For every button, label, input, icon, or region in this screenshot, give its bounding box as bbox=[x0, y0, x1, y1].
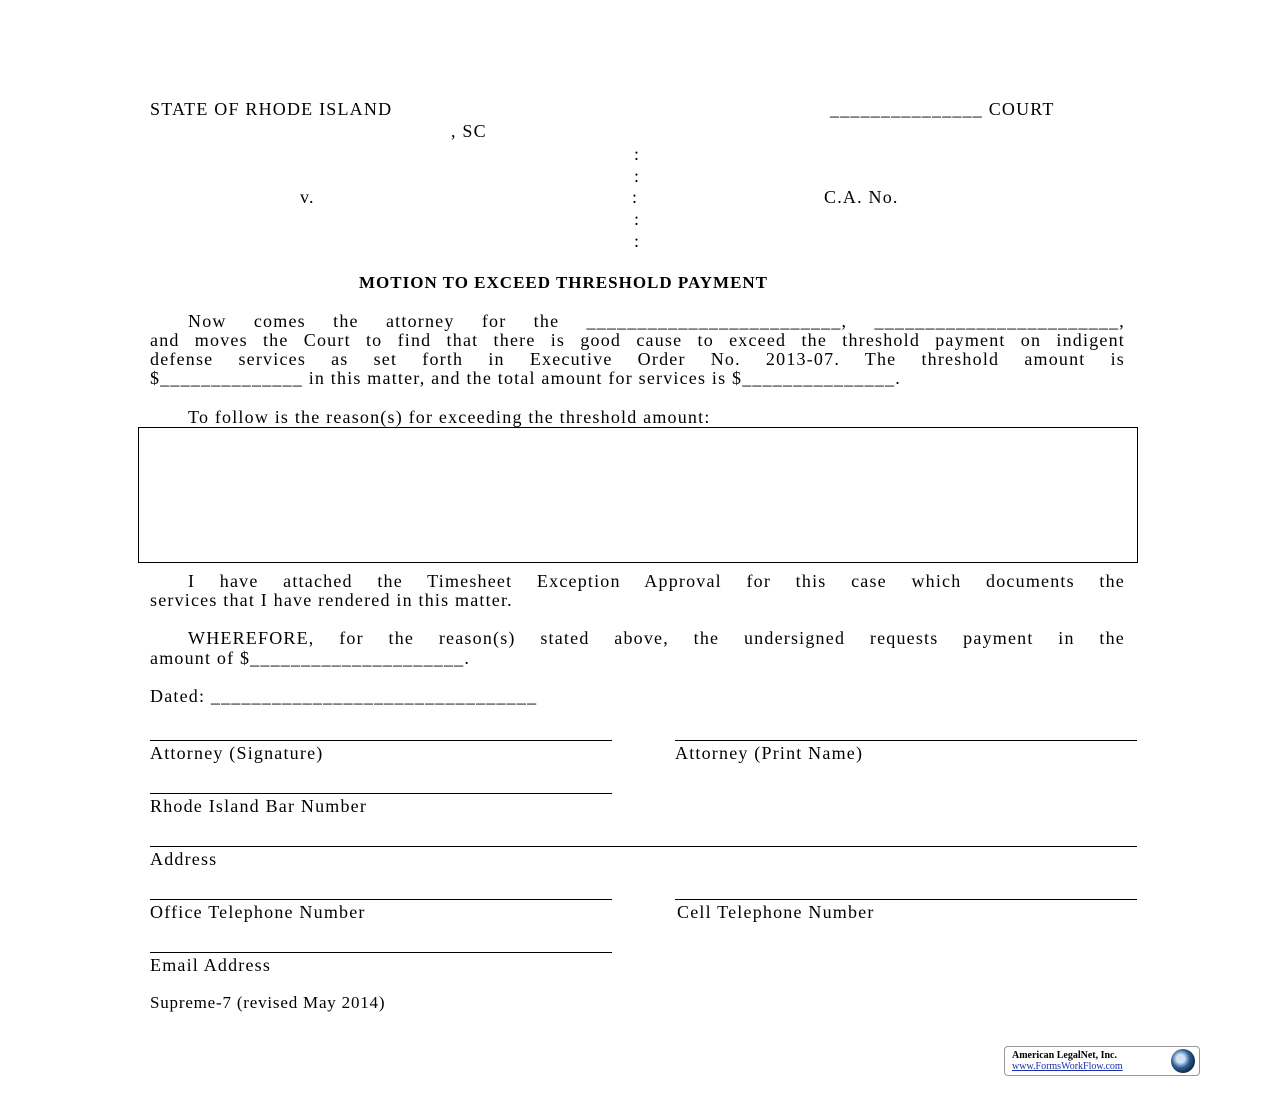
versus: v. bbox=[300, 187, 315, 207]
para2-line: services that I have rendered in this matter. bbox=[150, 590, 513, 610]
state-heading: STATE OF RHODE ISLAND bbox=[150, 99, 393, 119]
county-sc: , SC bbox=[451, 121, 487, 141]
caption-colon: : bbox=[634, 231, 641, 251]
dated-field[interactable]: Dated: ________________________________ bbox=[150, 686, 538, 706]
caption-colon: : bbox=[634, 209, 641, 229]
para1-line: Now comes the attorney for the _________________________, ________________________, bbox=[188, 311, 1125, 331]
attorney-print-line[interactable] bbox=[675, 740, 1137, 741]
office-phone-label: Office Telephone Number bbox=[150, 902, 366, 922]
logo-name: American LegalNet, Inc. bbox=[1012, 1050, 1117, 1061]
cell-phone-label: Cell Telephone Number bbox=[677, 902, 875, 922]
caption-colon: : bbox=[634, 166, 641, 186]
logo-link[interactable]: www.FormsWorkFlow.com bbox=[1012, 1061, 1123, 1072]
form-footer: Supreme-7 (revised May 2014) bbox=[150, 993, 386, 1012]
attorney-signature-line[interactable] bbox=[150, 740, 612, 741]
para3-line: WHEREFORE, for the reason(s) stated above, the undersigned requests payment in the bbox=[188, 628, 1125, 648]
court-field[interactable]: _______________ COURT bbox=[830, 99, 1055, 119]
bar-number-line[interactable] bbox=[150, 793, 612, 794]
globe-icon bbox=[1171, 1049, 1195, 1073]
reason-intro: To follow is the reason(s) for exceeding the threshold amount: bbox=[188, 407, 711, 427]
para1-line: defense services as set forth in Executive Order No. 2013-07. The threshold amount is bbox=[150, 349, 1125, 369]
caption-colon: : bbox=[634, 144, 641, 164]
bar-number-label: Rhode Island Bar Number bbox=[150, 796, 368, 816]
legalnet-logo[interactable] bbox=[1004, 1046, 1200, 1076]
email-line[interactable] bbox=[150, 952, 612, 953]
para3-line: amount of $_____________________. bbox=[150, 648, 471, 668]
reason-textbox[interactable] bbox=[138, 427, 1138, 563]
attorney-print-label: Attorney (Print Name) bbox=[675, 743, 864, 763]
case-number-label: C.A. No. bbox=[824, 187, 899, 207]
address-label: Address bbox=[150, 849, 218, 869]
para1-line: $______________ in this matter, and the total amount for services is $_______________. bbox=[150, 368, 901, 388]
address-line[interactable] bbox=[150, 846, 1137, 847]
office-phone-line[interactable] bbox=[150, 899, 612, 900]
para1-line: and moves the Court to find that there is good cause to exceed the threshold payment on indigent bbox=[150, 330, 1125, 350]
cell-phone-line[interactable] bbox=[675, 899, 1137, 900]
document-title: MOTION TO EXCEED THRESHOLD PAYMENT bbox=[359, 273, 769, 292]
caption-colon: : bbox=[632, 187, 639, 207]
attorney-signature-label: Attorney (Signature) bbox=[150, 743, 324, 763]
email-label: Email Address bbox=[150, 955, 272, 975]
para2-line: I have attached the Timesheet Exception Approval for this case which documents the bbox=[188, 571, 1125, 591]
